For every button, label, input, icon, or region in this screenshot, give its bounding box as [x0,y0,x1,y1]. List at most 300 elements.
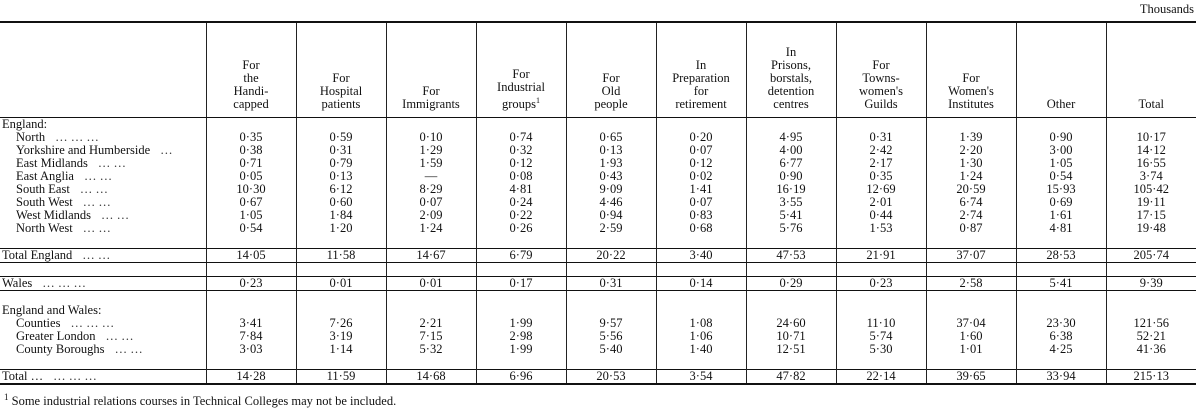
value-cell: 0·43 [566,170,656,183]
value-cell: 0·87 [926,222,1016,235]
value-cell: 0·23 [206,277,296,291]
value-cell: 41·36 [1106,343,1196,356]
row-label [0,144,206,157]
value-cell: — [386,170,476,183]
column-header [296,22,386,118]
row-label [0,249,206,263]
value-cell: 2·17 [836,157,926,170]
table-row [0,222,1196,235]
value-cell: 5·56 [566,330,656,343]
column-header-line: Industrial [497,79,545,94]
value-cell [566,291,656,305]
value-cell [926,263,1016,277]
column-header-line: In [695,58,707,72]
row-label-text: West Midlands [16,209,92,222]
column-header-line: retirement [675,97,727,111]
value-cell [1016,291,1106,305]
leader-dots: … … … [55,131,99,144]
value-cell: 10·30 [206,183,296,196]
spacer-row [0,291,1196,305]
value-cell: 5·30 [836,343,926,356]
value-cell [206,235,296,249]
value-cell: 7·84 [206,330,296,343]
row-label [0,370,206,385]
value-cell: 0·08 [476,170,566,183]
value-cell [1016,235,1106,249]
group-heading: England: [2,117,48,131]
value-cell: 0·07 [656,144,746,157]
value-cell: 47·53 [746,249,836,263]
column-header-line: Handi- [233,84,269,98]
value-cell: 0·44 [836,209,926,222]
table-row [0,157,1196,170]
value-cell: 0·10 [386,131,476,144]
value-cell: 7·26 [296,317,386,330]
value-cell: 11·58 [296,249,386,263]
column-header [476,22,566,118]
row-label [0,356,206,370]
value-cell [386,356,476,370]
value-cell [836,291,926,305]
column-header-line: Prisons, [771,58,811,72]
row-label-text: County Boroughs [16,343,105,356]
value-cell [836,118,926,132]
value-cell: 0·54 [206,222,296,235]
value-cell [836,235,926,249]
value-cell [296,263,386,277]
value-cell: 0·31 [296,144,386,157]
value-cell: 121·56 [1106,317,1196,330]
value-cell [746,263,836,277]
value-cell: 6·96 [476,370,566,385]
value-cell: 0·24 [476,196,566,209]
row-label [0,343,206,356]
table-row [0,144,1196,157]
value-cell: 2·98 [476,330,566,343]
value-cell: 1·41 [656,183,746,196]
value-cell [1016,263,1106,277]
value-cell: 16·55 [1106,157,1196,170]
value-cell: 1·05 [206,209,296,222]
value-cell [1106,235,1196,249]
row-label-text: Counties [16,317,61,330]
value-cell: 14·28 [206,370,296,385]
value-cell: 4·95 [746,131,836,144]
value-cell [476,263,566,277]
value-cell: 0·31 [566,277,656,291]
row-label [0,183,206,196]
row-label [0,131,206,144]
value-cell: 0·12 [656,157,746,170]
value-cell [926,356,1016,370]
value-cell [296,356,386,370]
value-cell: 1·24 [926,170,1016,183]
value-cell: 1·84 [296,209,386,222]
group-heading-row [0,118,1196,132]
value-cell: 10·17 [1106,131,1196,144]
value-cell: 1·06 [656,330,746,343]
value-cell: 14·67 [386,249,476,263]
column-header-line: Guilds [864,97,898,111]
column-header-line: people [594,97,628,111]
column-header [656,22,746,118]
value-cell: 6·79 [476,249,566,263]
column-header-line: Women's [948,84,994,98]
value-cell: 1·39 [926,131,1016,144]
row-label-text: East Midlands [16,157,88,170]
value-cell: 0·54 [1016,170,1106,183]
value-cell: 1·05 [1016,157,1106,170]
value-cell [476,356,566,370]
value-cell: 0·83 [656,209,746,222]
group-heading: England and Wales: [2,304,102,317]
row-label [0,209,206,222]
value-cell [926,235,1016,249]
value-cell [206,356,296,370]
value-cell: 1·01 [926,343,1016,356]
value-cell: 0·20 [656,131,746,144]
column-header-line: For [422,84,440,98]
value-cell: 14·05 [206,249,296,263]
value-cell: 28·53 [1016,249,1106,263]
value-cell [1016,118,1106,132]
value-cell: 3·74 [1106,170,1196,183]
column-header [1106,22,1196,118]
value-cell: 5·40 [566,343,656,356]
leader-dots: … … … [53,369,97,383]
statistics-table [0,21,1196,385]
value-cell: 6·12 [296,183,386,196]
value-cell: 4·81 [1016,222,1106,235]
value-cell: 4·46 [566,196,656,209]
row-label-text: Greater London [16,330,96,343]
value-cell: 52·21 [1106,330,1196,343]
table-row [0,183,1196,196]
column-header [926,22,1016,118]
value-cell: 2·21 [386,317,476,330]
value-cell: 9·57 [566,317,656,330]
value-cell: 0·68 [656,222,746,235]
value-cell: 0·17 [476,277,566,291]
column-header-line: For [602,71,620,85]
value-cell [296,235,386,249]
value-cell: 0·29 [746,277,836,291]
table-row [0,170,1196,183]
column-header [836,22,926,118]
value-cell: 10·71 [746,330,836,343]
value-cell [206,291,296,305]
spacer-row [0,263,1196,277]
value-cell [1106,263,1196,277]
spacer-row [0,235,1196,249]
value-cell: 1·60 [926,330,1016,343]
column-header-line: Old [601,84,621,98]
value-cell: 21·91 [836,249,926,263]
column-header-line: For [872,58,890,72]
unit-label: Thousands [1139,2,1194,16]
value-cell: 1·20 [296,222,386,235]
value-cell: 0·22 [476,209,566,222]
value-cell [476,235,566,249]
leader-dots: … … [97,157,126,170]
value-cell: 3·00 [1016,144,1106,157]
value-cell: 8·29 [386,183,476,196]
value-cell: 0·65 [566,131,656,144]
row-label [0,222,206,235]
row-label-text: East Anglia [16,170,74,183]
value-cell [746,291,836,305]
value-cell: 12·69 [836,183,926,196]
value-cell: 0·07 [656,196,746,209]
value-cell [386,291,476,305]
leader-dots: … … … [42,276,86,290]
total-row [0,370,1196,385]
value-cell: 19·48 [1106,222,1196,235]
column-header-line: Total [1138,97,1164,111]
value-cell [566,263,656,277]
leader-dots: … … [82,222,111,235]
leader-dots: … … … [70,317,115,330]
value-cell: 0·01 [296,277,386,291]
column-header-line: borstals, [769,71,812,85]
value-cell: 6·77 [746,157,836,170]
value-cell: 2·59 [566,222,656,235]
value-cell [206,263,296,277]
footnote [4,392,396,409]
value-cell: 0·02 [656,170,746,183]
row-label [0,277,206,291]
row-label-text: Yorkshire and Humberside [16,144,151,157]
column-header-line: capped [233,97,269,111]
value-cell [656,235,746,249]
value-cell: 205·74 [1106,249,1196,263]
column-header-line: groups [501,97,537,111]
row-label [0,330,206,343]
total-row [0,249,1196,263]
value-cell [1106,291,1196,305]
value-cell: 1·29 [386,144,476,157]
value-cell: 5·32 [386,343,476,356]
value-cell: 23·30 [1016,317,1106,330]
leader-dots: … … [82,196,111,209]
value-cell [566,118,656,132]
value-cell: 4·25 [1016,343,1106,356]
value-cell: 1·93 [566,157,656,170]
table-row [0,196,1196,209]
value-cell: 105·42 [1106,183,1196,196]
value-cell: 14·68 [386,370,476,385]
value-cell: 215·13 [1106,370,1196,385]
value-cell [836,356,926,370]
value-cell: 16·19 [746,183,836,196]
row-label [0,235,206,249]
value-cell: 20·22 [566,249,656,263]
value-cell [386,118,476,132]
value-cell [746,235,836,249]
value-cell: 2·01 [836,196,926,209]
value-cell: 3·54 [656,370,746,385]
value-cell: 1·24 [386,222,476,235]
value-cell: 33·94 [1016,370,1106,385]
table-row [0,343,1196,356]
value-cell: 0·05 [206,170,296,183]
value-cell: 37·04 [926,317,1016,330]
row-label-text: Total … [2,369,44,383]
row-label-text: North West [16,222,73,235]
value-cell: 5·74 [836,330,926,343]
value-cell: 1·08 [656,317,746,330]
footnote-text: Some industrial relations courses in Technical Colleges may not be included. [11,394,397,409]
value-cell: 0·94 [566,209,656,222]
value-cell [656,356,746,370]
row-label-text: North [16,131,46,144]
group-heading-row [0,304,1196,317]
value-cell: 5·41 [1016,277,1106,291]
leader-dots: … … [82,248,111,262]
leader-dots: … … [114,343,143,356]
leader-dots: … … [83,170,113,183]
row-label-text: South West [16,196,73,209]
value-cell: 1·61 [1016,209,1106,222]
value-cell: 5·41 [746,209,836,222]
value-cell [1106,356,1196,370]
value-cell: 47·82 [746,370,836,385]
value-cell [476,118,566,132]
value-cell: 1·30 [926,157,1016,170]
footnote-marker: 1 [4,392,9,402]
column-header-line: Preparation [672,71,730,85]
value-cell [296,118,386,132]
value-cell: 0·71 [206,157,296,170]
column-header-line: For [332,71,350,85]
row-label-header [0,22,206,118]
row-label [0,157,206,170]
value-cell: 1·40 [656,343,746,356]
value-cell: 0·01 [386,277,476,291]
value-cell [386,235,476,249]
value-cell: 0·67 [206,196,296,209]
column-header-line: women's [859,84,903,98]
value-cell: 5·76 [746,222,836,235]
value-cell: 0·90 [746,170,836,183]
value-cell [836,263,926,277]
value-cell: 0·35 [206,131,296,144]
value-cell [386,263,476,277]
value-cell: 22·14 [836,370,926,385]
column-header-line: Immigrants [402,97,460,111]
value-cell: 2·58 [926,277,1016,291]
row-label [0,317,206,330]
value-cell [656,263,746,277]
value-cell [746,356,836,370]
footnote-reference: 1 [536,95,541,105]
value-cell: 0·35 [836,170,926,183]
value-cell: 12·51 [746,343,836,356]
column-header-line: Hospital [319,84,363,98]
header-row [0,22,1196,118]
value-cell: 9·09 [566,183,656,196]
value-cell: 0·59 [296,131,386,144]
value-cell [656,118,746,132]
table-row [0,330,1196,343]
column-header-line: For [962,71,980,85]
leader-dots: … … [105,330,134,343]
column-header-line: Institutes [948,97,994,111]
column-header [206,22,296,118]
column-header-line: for [693,84,709,98]
column-header-line: For [242,58,260,72]
column-header-line: For [512,66,530,81]
column-header-line: centres [773,97,809,111]
value-cell: 15·93 [1016,183,1106,196]
value-cell: 2·74 [926,209,1016,222]
value-cell: 0·79 [296,157,386,170]
value-cell: 0·13 [296,170,386,183]
value-cell: 6·74 [926,196,1016,209]
column-header [1016,22,1106,118]
value-cell [1016,356,1106,370]
value-cell: 0·26 [476,222,566,235]
table-row [0,131,1196,144]
value-cell: 0·38 [206,144,296,157]
value-cell: 1·14 [296,343,386,356]
column-header [566,22,656,118]
value-cell: 4·00 [746,144,836,157]
row-label [0,291,206,305]
value-cell: 0·23 [836,277,926,291]
value-cell [926,291,1016,305]
value-cell: 20·53 [566,370,656,385]
value-cell: 17·15 [1106,209,1196,222]
value-cell: 0·12 [476,157,566,170]
value-cell: 1·59 [386,157,476,170]
value-cell [476,291,566,305]
value-cell: 1·53 [836,222,926,235]
value-cell: 0·14 [656,277,746,291]
value-cell: 39·65 [926,370,1016,385]
table-row [0,209,1196,222]
value-cell: 6·38 [1016,330,1106,343]
value-cell: 0·31 [836,131,926,144]
value-cell [566,235,656,249]
value-cell: 24·60 [746,317,836,330]
column-header-line: detention [767,84,815,98]
row-label [0,263,206,277]
spacer-row [0,356,1196,370]
value-cell: 0·60 [296,196,386,209]
value-cell: 0·74 [476,131,566,144]
column-header [746,22,836,118]
column-header-line: patients [321,97,361,111]
row-label-text: Wales [2,276,33,290]
column-header [386,22,476,118]
value-cell: 1·99 [476,317,566,330]
value-cell [1106,118,1196,132]
value-cell: 14·12 [1106,144,1196,157]
value-cell: 9·39 [1106,277,1196,291]
value-cell: 2·09 [386,209,476,222]
value-cell: 0·90 [1016,131,1106,144]
value-cell: 0·07 [386,196,476,209]
value-cell: 2·20 [926,144,1016,157]
value-cell: 11·10 [836,317,926,330]
value-cell: 0·13 [566,144,656,157]
value-cell: 11·59 [296,370,386,385]
value-cell: 7·15 [386,330,476,343]
value-cell [656,291,746,305]
value-cell: 0·32 [476,144,566,157]
value-cell [566,356,656,370]
